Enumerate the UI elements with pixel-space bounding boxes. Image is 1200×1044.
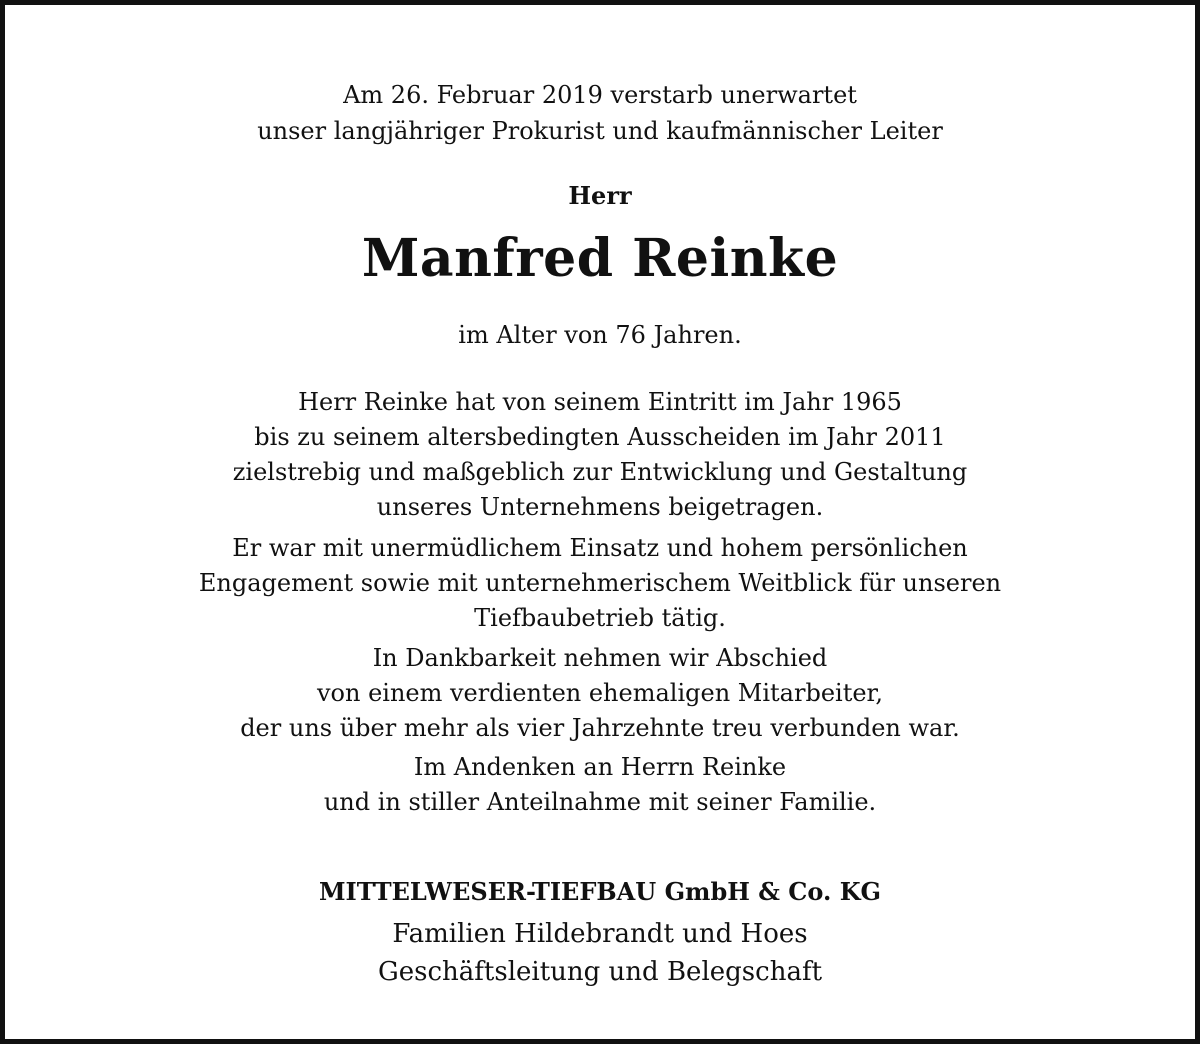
intro-line: unser langjähriger Prokurist und kaufmännischer Leiter	[257, 117, 943, 145]
paragraph-line: bis zu seinem altersbedingten Ausscheiden im Jahr 2011	[254, 423, 946, 451]
age-text: im Alter von 76 Jahren.	[458, 321, 742, 349]
company-name: MITTELWESER-TIEFBAU GmbH & Co. KG	[318, 877, 882, 906]
salutation: Herr	[568, 181, 632, 210]
paragraph-engagement	[5, 531, 1195, 636]
paragraph-line: unseres Unternehmens beigetragen.	[376, 493, 824, 521]
paragraph-line: Im Andenken an Herrn Reinke	[413, 753, 787, 781]
paragraph-line: Tiefbaubetrieb tätig.	[474, 604, 726, 632]
signer-line: Familien Hildebrandt und Hoes	[392, 919, 808, 949]
paragraph-line: zielstrebig und maßgeblich zur Entwicklung und Gestaltung	[232, 458, 968, 486]
intro-line: Am 26. Februar 2019 verstarb unerwartet	[343, 81, 857, 109]
signers	[5, 915, 1195, 991]
paragraph-line: der uns über mehr als vier Jahrzehnte treu verbunden war.	[240, 714, 960, 742]
paragraph-line: und in stiller Anteilnahme mit seiner Familie.	[323, 788, 877, 816]
signer-line: Geschäftsleitung und Belegschaft	[377, 957, 823, 987]
paragraph-career	[5, 385, 1195, 525]
paragraph-line: In Dankbarkeit nehmen wir Abschied	[372, 644, 828, 672]
paragraph-remembrance	[5, 750, 1195, 820]
paragraph-line: Herr Reinke hat von seinem Eintritt im Jahr 1965	[298, 388, 902, 416]
paragraph-line: Er war mit unermüdlichem Einsatz und hohem persönlichen	[232, 534, 968, 562]
paragraph-farewell	[5, 641, 1195, 746]
paragraph-line: Engagement sowie mit unternehmerischem Weitblick für unseren	[198, 569, 1002, 597]
paragraph-line: von einem verdienten ehemaligen Mitarbeiter,	[316, 679, 884, 707]
intro-text	[5, 77, 1195, 149]
deceased-name: Manfred Reinke	[361, 228, 839, 289]
